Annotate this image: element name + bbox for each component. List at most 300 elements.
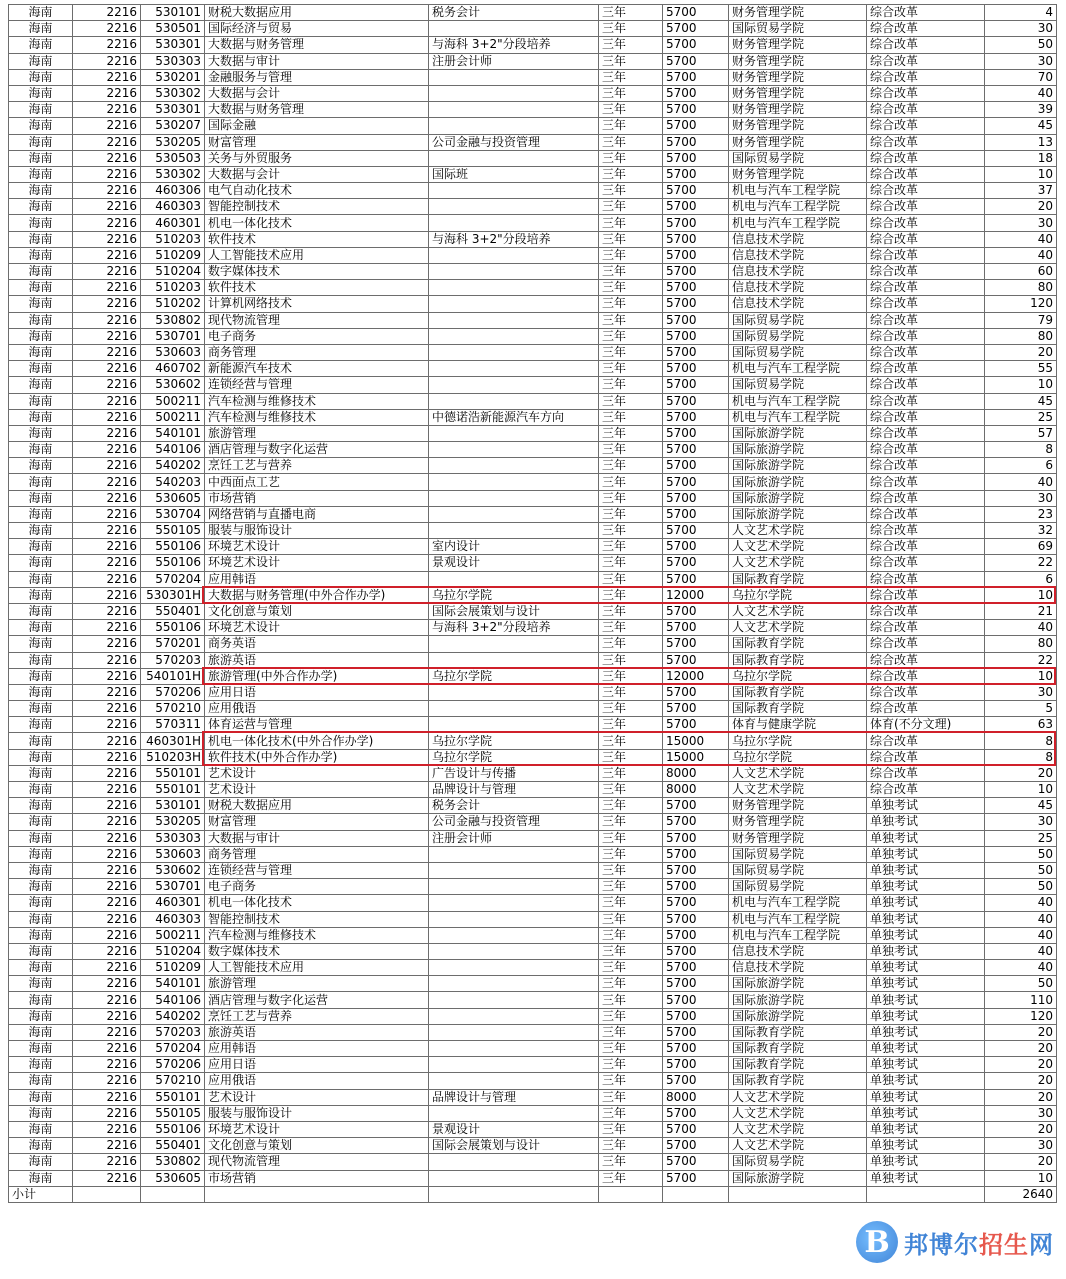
cell-college: 人文艺术学院 — [729, 555, 867, 571]
cell-college: 财务管理学院 — [729, 85, 867, 101]
cell-province: 海南 — [9, 37, 73, 53]
cell-duration: 三年 — [599, 231, 663, 247]
cell-province: 海南 — [9, 749, 73, 765]
cell-major-name: 新能源汽车技术 — [205, 361, 429, 377]
cell-direction — [429, 523, 599, 539]
table-row — [9, 328, 1057, 344]
cell-plan-count: 50 — [985, 37, 1057, 53]
cell-college: 人文艺术学院 — [729, 1105, 867, 1121]
cell-tuition: 8000 — [663, 1089, 729, 1105]
cell-province: 海南 — [9, 603, 73, 619]
table-row — [9, 1105, 1057, 1121]
cell-direction: 与海科 3+2"分段培养 — [429, 231, 599, 247]
cell-category: 综合改革 — [867, 490, 985, 506]
cell-category: 单独考试 — [867, 1008, 985, 1024]
table-row — [9, 393, 1057, 409]
cell-province: 海南 — [9, 474, 73, 490]
cell-plan-count: 8 — [985, 442, 1057, 458]
cell-tuition: 5700 — [663, 1154, 729, 1170]
cell-duration: 三年 — [599, 652, 663, 668]
cell-province: 海南 — [9, 1089, 73, 1105]
cell-province: 海南 — [9, 943, 73, 959]
cell-tuition: 5700 — [663, 603, 729, 619]
cell-major-code: 460301 — [141, 895, 205, 911]
table-row — [9, 150, 1057, 166]
cell-direction — [429, 280, 599, 296]
cell-direction — [429, 1105, 599, 1121]
cell-duration: 三年 — [599, 37, 663, 53]
cell-tuition: 5700 — [663, 409, 729, 425]
cell-direction — [429, 862, 599, 878]
cell-duration: 三年 — [599, 976, 663, 992]
cell-major-code: 530301 — [141, 37, 205, 53]
cell-major-code: 530205 — [141, 134, 205, 150]
cell-duration: 三年 — [599, 539, 663, 555]
watermark-text — [904, 1225, 1054, 1260]
cell-duration: 三年 — [599, 53, 663, 69]
cell-major-name: 环境艺术设计 — [205, 620, 429, 636]
cell-batch-code: 2216 — [73, 717, 141, 733]
table-row — [9, 636, 1057, 652]
cell-tuition: 5700 — [663, 102, 729, 118]
cell-province: 海南 — [9, 280, 73, 296]
cell-batch-code: 2216 — [73, 895, 141, 911]
cell-province: 海南 — [9, 1041, 73, 1057]
cell-tuition: 5700 — [663, 717, 729, 733]
cell-province: 海南 — [9, 312, 73, 328]
cell-province: 海南 — [9, 862, 73, 878]
cell-major-code: 530602 — [141, 377, 205, 393]
cell-major-name: 环境艺术设计 — [205, 555, 429, 571]
cell-college: 机电与汽车工程学院 — [729, 215, 867, 231]
cell-category: 综合改革 — [867, 102, 985, 118]
cell-category: 单独考试 — [867, 1057, 985, 1073]
cell-major-name: 现代物流管理 — [205, 1154, 429, 1170]
cell-batch-code: 2216 — [73, 1089, 141, 1105]
cell-category: 综合改革 — [867, 231, 985, 247]
cell-batch-code: 2216 — [73, 442, 141, 458]
cell-major-code: 510209 — [141, 960, 205, 976]
cell-major-name: 国际经济与贸易 — [205, 21, 429, 37]
cell-province: 海南 — [9, 296, 73, 312]
table-row — [9, 102, 1057, 118]
cell-college: 国际旅游学院 — [729, 506, 867, 522]
cell-major-name: 财富管理 — [205, 134, 429, 150]
cell-major-name: 智能控制技术 — [205, 911, 429, 927]
cell-category: 单独考试 — [867, 846, 985, 862]
cell-duration: 三年 — [599, 911, 663, 927]
cell-major-name: 市场营销 — [205, 1170, 429, 1186]
cell-duration: 三年 — [599, 927, 663, 943]
table-row — [9, 701, 1057, 717]
cell-batch-code: 2216 — [73, 1170, 141, 1186]
cell-duration: 三年 — [599, 830, 663, 846]
cell-major-name: 连锁经营与管理 — [205, 377, 429, 393]
cell-college: 国际旅游学院 — [729, 442, 867, 458]
cell-direction: 公司金融与投资管理 — [429, 814, 599, 830]
cell-plan-count: 20 — [985, 1057, 1057, 1073]
cell-direction — [429, 442, 599, 458]
cell-province: 海南 — [9, 587, 73, 603]
summary-empty-cell — [867, 1186, 985, 1202]
cell-direction — [429, 344, 599, 360]
cell-college: 财务管理学院 — [729, 166, 867, 182]
table-row — [9, 296, 1057, 312]
cell-major-name: 体育运营与管理 — [205, 717, 429, 733]
cell-major-code: 570204 — [141, 571, 205, 587]
cell-direction — [429, 846, 599, 862]
cell-tuition: 5700 — [663, 393, 729, 409]
cell-major-name: 中西面点工艺 — [205, 474, 429, 490]
cell-province: 海南 — [9, 1105, 73, 1121]
cell-province: 海南 — [9, 1057, 73, 1073]
cell-direction: 税务会计 — [429, 5, 599, 21]
table-row — [9, 118, 1057, 134]
cell-duration: 三年 — [599, 523, 663, 539]
summary-empty-cell — [599, 1186, 663, 1202]
cell-batch-code: 2216 — [73, 879, 141, 895]
cell-province: 海南 — [9, 264, 73, 280]
cell-batch-code: 2216 — [73, 571, 141, 587]
cell-plan-count: 50 — [985, 862, 1057, 878]
watermark-text-a: 邦博尔 — [904, 1230, 979, 1259]
cell-plan-count: 40 — [985, 85, 1057, 101]
cell-duration: 三年 — [599, 895, 663, 911]
cell-duration: 三年 — [599, 765, 663, 781]
cell-category: 综合改革 — [867, 21, 985, 37]
cell-college: 国际教育学院 — [729, 701, 867, 717]
cell-province: 海南 — [9, 393, 73, 409]
table-row — [9, 280, 1057, 296]
cell-tuition: 5700 — [663, 166, 729, 182]
cell-major-name: 大数据与财务管理 — [205, 37, 429, 53]
cell-major-code: 530503 — [141, 150, 205, 166]
cell-college: 财务管理学院 — [729, 53, 867, 69]
cell-tuition: 5700 — [663, 571, 729, 587]
cell-plan-count: 39 — [985, 102, 1057, 118]
cell-major-name: 酒店管理与数字化运营 — [205, 992, 429, 1008]
cell-tuition: 8000 — [663, 765, 729, 781]
cell-province: 海南 — [9, 960, 73, 976]
cell-plan-count: 30 — [985, 684, 1057, 700]
cell-direction: 国际会展策划与设计 — [429, 603, 599, 619]
cell-direction — [429, 199, 599, 215]
cell-batch-code: 2216 — [73, 1008, 141, 1024]
cell-batch-code: 2216 — [73, 118, 141, 134]
cell-plan-count: 80 — [985, 636, 1057, 652]
cell-college: 财务管理学院 — [729, 69, 867, 85]
cell-category: 综合改革 — [867, 765, 985, 781]
cell-direction — [429, 1154, 599, 1170]
cell-major-code: 530501 — [141, 21, 205, 37]
cell-major-code: 540101 — [141, 976, 205, 992]
cell-college: 人文艺术学院 — [729, 782, 867, 798]
cell-category: 综合改革 — [867, 458, 985, 474]
cell-tuition: 5700 — [663, 150, 729, 166]
cell-province: 海南 — [9, 344, 73, 360]
cell-plan-count: 13 — [985, 134, 1057, 150]
cell-category: 综合改革 — [867, 166, 985, 182]
cell-plan-count: 30 — [985, 1138, 1057, 1154]
cell-duration: 三年 — [599, 587, 663, 603]
cell-direction — [429, 85, 599, 101]
cell-direction: 国际班 — [429, 166, 599, 182]
cell-college: 机电与汽车工程学院 — [729, 409, 867, 425]
cell-major-name: 电子商务 — [205, 328, 429, 344]
cell-major-name: 烹饪工艺与营养 — [205, 458, 429, 474]
cell-direction — [429, 1073, 599, 1089]
cell-college: 国际教育学院 — [729, 1073, 867, 1089]
table-row — [9, 21, 1057, 37]
cell-major-name: 旅游英语 — [205, 1024, 429, 1040]
cell-direction: 广告设计与传播 — [429, 765, 599, 781]
cell-direction — [429, 328, 599, 344]
cell-major-name: 大数据与财务管理 — [205, 102, 429, 118]
table-row — [9, 879, 1057, 895]
cell-plan-count: 20 — [985, 1024, 1057, 1040]
cell-batch-code: 2216 — [73, 701, 141, 717]
cell-major-code: 510202 — [141, 296, 205, 312]
cell-duration: 三年 — [599, 960, 663, 976]
table-row — [9, 37, 1057, 53]
cell-major-name: 连锁经营与管理 — [205, 862, 429, 878]
cell-tuition: 5700 — [663, 1041, 729, 1057]
cell-tuition: 5700 — [663, 943, 729, 959]
cell-duration: 三年 — [599, 1170, 663, 1186]
cell-duration: 三年 — [599, 490, 663, 506]
cell-major-code: 510203H — [141, 749, 205, 765]
table-row — [9, 652, 1057, 668]
table-row — [9, 199, 1057, 215]
cell-batch-code: 2216 — [73, 798, 141, 814]
cell-college: 人文艺术学院 — [729, 523, 867, 539]
cell-category: 单独考试 — [867, 1105, 985, 1121]
cell-category: 综合改革 — [867, 280, 985, 296]
cell-college: 国际旅游学院 — [729, 474, 867, 490]
cell-province: 海南 — [9, 701, 73, 717]
cell-college: 乌拉尔学院 — [729, 749, 867, 765]
cell-category: 综合改革 — [867, 652, 985, 668]
cell-tuition: 5700 — [663, 862, 729, 878]
cell-batch-code: 2216 — [73, 377, 141, 393]
cell-plan-count: 120 — [985, 1008, 1057, 1024]
cell-batch-code: 2216 — [73, 911, 141, 927]
cell-major-code: 530207 — [141, 118, 205, 134]
cell-major-name: 大数据与审计 — [205, 830, 429, 846]
cell-province: 海南 — [9, 879, 73, 895]
cell-direction: 与海科 3+2"分段培养 — [429, 37, 599, 53]
cell-category: 单独考试 — [867, 1138, 985, 1154]
cell-tuition: 5700 — [663, 879, 729, 895]
cell-major-name: 大数据与财务管理(中外合作办学) — [205, 587, 429, 603]
cell-province: 海南 — [9, 328, 73, 344]
cell-duration: 三年 — [599, 555, 663, 571]
cell-duration: 三年 — [599, 118, 663, 134]
cell-batch-code: 2216 — [73, 1105, 141, 1121]
cell-plan-count: 50 — [985, 879, 1057, 895]
cell-batch-code: 2216 — [73, 960, 141, 976]
cell-batch-code: 2216 — [73, 280, 141, 296]
cell-direction: 室内设计 — [429, 539, 599, 555]
cell-duration: 三年 — [599, 361, 663, 377]
cell-province: 海南 — [9, 992, 73, 1008]
cell-category: 综合改革 — [867, 523, 985, 539]
cell-major-name: 市场营销 — [205, 490, 429, 506]
cell-major-name: 软件技术 — [205, 280, 429, 296]
cell-direction — [429, 976, 599, 992]
cell-duration: 三年 — [599, 943, 663, 959]
cell-category: 综合改革 — [867, 571, 985, 587]
cell-category: 单独考试 — [867, 976, 985, 992]
cell-college: 体育与健康学院 — [729, 717, 867, 733]
cell-category: 综合改革 — [867, 361, 985, 377]
cell-tuition: 5700 — [663, 85, 729, 101]
cell-plan-count: 21 — [985, 603, 1057, 619]
cell-direction — [429, 21, 599, 37]
cell-direction — [429, 717, 599, 733]
cell-duration: 三年 — [599, 377, 663, 393]
cell-tuition: 5700 — [663, 523, 729, 539]
cell-duration: 三年 — [599, 280, 663, 296]
cell-duration: 三年 — [599, 798, 663, 814]
summary-empty-cell — [205, 1186, 429, 1202]
cell-duration: 三年 — [599, 749, 663, 765]
cell-duration: 三年 — [599, 1154, 663, 1170]
cell-category: 综合改革 — [867, 587, 985, 603]
cell-category: 综合改革 — [867, 684, 985, 700]
cell-province: 海南 — [9, 150, 73, 166]
cell-college: 机电与汽车工程学院 — [729, 183, 867, 199]
cell-province: 海南 — [9, 1121, 73, 1137]
cell-college: 信息技术学院 — [729, 960, 867, 976]
cell-plan-count: 40 — [985, 474, 1057, 490]
cell-tuition: 5700 — [663, 1008, 729, 1024]
cell-batch-code: 2216 — [73, 927, 141, 943]
cell-tuition: 5700 — [663, 344, 729, 360]
cell-major-name: 环境艺术设计 — [205, 1121, 429, 1137]
summary-label: 小计 — [9, 1186, 73, 1202]
cell-plan-count: 30 — [985, 21, 1057, 37]
cell-tuition: 5700 — [663, 798, 729, 814]
watermark-text-c: 网 — [1029, 1230, 1054, 1259]
cell-batch-code: 2216 — [73, 199, 141, 215]
cell-direction: 乌拉尔学院 — [429, 587, 599, 603]
table-row — [9, 1073, 1057, 1089]
watermark-text-b: 招生 — [979, 1230, 1029, 1259]
cell-batch-code: 2216 — [73, 1041, 141, 1057]
cell-duration: 三年 — [599, 442, 663, 458]
table-row — [9, 555, 1057, 571]
cell-plan-count: 45 — [985, 118, 1057, 134]
cell-category: 单独考试 — [867, 879, 985, 895]
cell-category: 综合改革 — [867, 344, 985, 360]
cell-tuition: 5700 — [663, 37, 729, 53]
cell-major-name: 软件技术 — [205, 231, 429, 247]
table-row — [9, 684, 1057, 700]
cell-tuition: 5700 — [663, 118, 729, 134]
cell-college: 财务管理学院 — [729, 798, 867, 814]
cell-tuition: 5700 — [663, 21, 729, 37]
cell-tuition: 5700 — [663, 280, 729, 296]
table-row — [9, 895, 1057, 911]
enrollment-plan-sheet — [8, 4, 1056, 1203]
cell-college: 国际教育学院 — [729, 652, 867, 668]
cell-duration: 三年 — [599, 1008, 663, 1024]
cell-major-name: 财富管理 — [205, 814, 429, 830]
cell-province: 海南 — [9, 361, 73, 377]
cell-category: 综合改革 — [867, 183, 985, 199]
cell-direction — [429, 312, 599, 328]
cell-college: 机电与汽车工程学院 — [729, 393, 867, 409]
cell-major-code: 530101 — [141, 798, 205, 814]
table-row — [9, 523, 1057, 539]
cell-college: 国际教育学院 — [729, 571, 867, 587]
summary-empty-cell — [729, 1186, 867, 1202]
table-row — [9, 312, 1057, 328]
cell-major-name: 应用韩语 — [205, 1041, 429, 1057]
cell-direction — [429, 474, 599, 490]
cell-major-code: 530303 — [141, 53, 205, 69]
cell-category: 综合改革 — [867, 118, 985, 134]
table-row — [9, 1008, 1057, 1024]
cell-province: 海南 — [9, 717, 73, 733]
cell-category: 综合改革 — [867, 749, 985, 765]
cell-province: 海南 — [9, 1138, 73, 1154]
cell-tuition: 5700 — [663, 555, 729, 571]
cell-province: 海南 — [9, 523, 73, 539]
cell-direction — [429, 458, 599, 474]
table-row — [9, 69, 1057, 85]
cell-province: 海南 — [9, 166, 73, 182]
cell-category: 单独考试 — [867, 992, 985, 1008]
cell-province: 海南 — [9, 247, 73, 263]
cell-major-name: 机电一体化技术(中外合作办学) — [205, 733, 429, 749]
cell-major-code: 510204 — [141, 264, 205, 280]
cell-tuition: 5700 — [663, 53, 729, 69]
cell-duration: 三年 — [599, 1073, 663, 1089]
cell-duration: 三年 — [599, 862, 663, 878]
cell-major-code: 460301H — [141, 733, 205, 749]
cell-batch-code: 2216 — [73, 684, 141, 700]
cell-tuition: 5700 — [663, 264, 729, 280]
cell-batch-code: 2216 — [73, 1154, 141, 1170]
cell-category: 单独考试 — [867, 798, 985, 814]
cell-duration: 三年 — [599, 636, 663, 652]
table-row — [9, 911, 1057, 927]
cell-direction — [429, 1170, 599, 1186]
cell-duration: 三年 — [599, 474, 663, 490]
table-row — [9, 976, 1057, 992]
table-row — [9, 377, 1057, 393]
cell-college: 国际旅游学院 — [729, 1170, 867, 1186]
cell-college: 国际贸易学院 — [729, 879, 867, 895]
cell-category: 综合改革 — [867, 328, 985, 344]
cell-plan-count: 110 — [985, 992, 1057, 1008]
cell-direction — [429, 960, 599, 976]
table-row — [9, 344, 1057, 360]
cell-plan-count: 40 — [985, 620, 1057, 636]
cell-college: 机电与汽车工程学院 — [729, 361, 867, 377]
cell-major-code: 530802 — [141, 312, 205, 328]
cell-province: 海南 — [9, 442, 73, 458]
cell-duration: 三年 — [599, 312, 663, 328]
cell-province: 海南 — [9, 668, 73, 684]
cell-batch-code: 2216 — [73, 247, 141, 263]
cell-major-code: 570203 — [141, 652, 205, 668]
cell-duration: 三年 — [599, 150, 663, 166]
cell-plan-count: 50 — [985, 976, 1057, 992]
cell-major-code: 500211 — [141, 409, 205, 425]
